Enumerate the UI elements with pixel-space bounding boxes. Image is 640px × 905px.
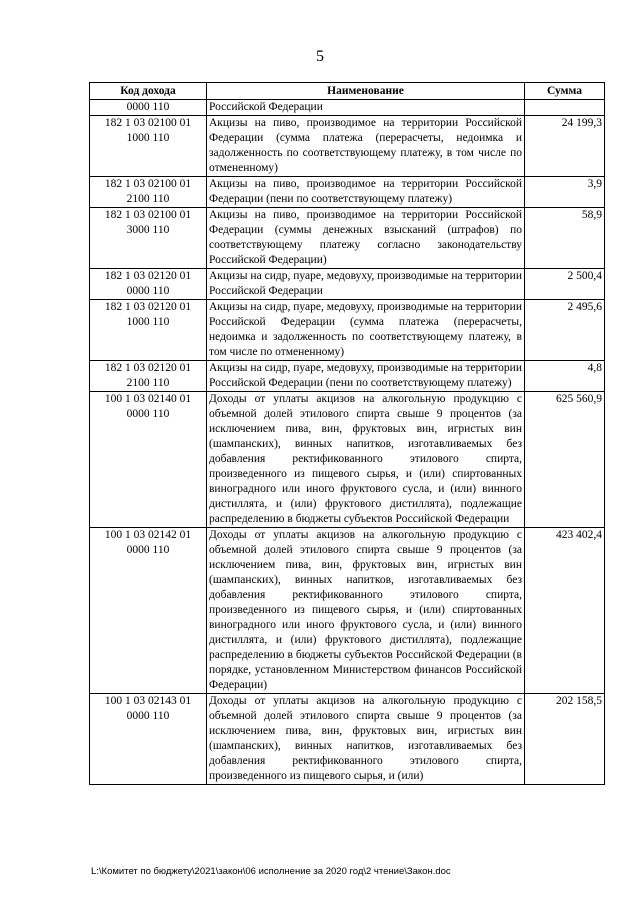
file-path-footer: L:\Комитет по бюджету\2021\закон\06 исполнение за 2020 год\2 чтение\Закон.doc: [91, 866, 451, 877]
income-name: Доходы от уплаты акцизов на алкогольную продукцию с объемной долей этилового спирта свыше 9 процентов (за исключением пива, вин, фруктовых вин, игристых вин (шампанских), винных напитков, изготавливаемых без добавления ректификованного этилового спирта, произведенного из пищевого сырья, и (или): [207, 694, 525, 785]
income-name: Акцизы на сидр, пуаре, медовуху, производимые на территории Российской Федерации (сумма платежа (перерасчеты, недоимка и задолженность по соответствующему платежу, в том числе по отмененному): [207, 300, 525, 361]
header-name: Наименование: [207, 83, 525, 100]
income-name: Акцизы на пиво, производимое на территории Российской Федерации (суммы денежных взысканий (штрафов) по соответствующему платежу согласно законодательству Российской Федерации): [207, 208, 525, 269]
income-code: 100 1 03 02143 01 0000 110: [90, 694, 207, 785]
income-code: 100 1 03 02142 01 0000 110: [90, 528, 207, 694]
table-row: [90, 300, 605, 361]
income-sum: 58,9: [525, 208, 605, 269]
header-code: Код дохода: [90, 83, 207, 100]
income-code: 100 1 03 02140 01 0000 110: [90, 392, 207, 528]
table-row: [90, 392, 605, 528]
income-sum: [525, 100, 605, 116]
income-name: Акцизы на сидр, пуаре, медовуху, производимые на территории Российской Федерации: [207, 269, 525, 300]
income-sum: 4,8: [525, 361, 605, 392]
income-sum: 625 560,9: [525, 392, 605, 528]
income-sum: 2 500,4: [525, 269, 605, 300]
revenue-table: [89, 82, 605, 785]
income-code: 182 1 03 02100 01 3000 110: [90, 208, 207, 269]
income-name: Доходы от уплаты акцизов на алкогольную продукцию с объемной долей этилового спирта свыше 9 процентов (за исключением пива, вин, фруктовых вин, игристых вин (шампанских), винных напитков, изготавливаемых без добавления ректификованного этилового спирта, произведенного из пищевого сырья, и (или) спиртованных виноградного или иного фруктового сусла, и (или) винного дистиллята, и (или) фруктового дистиллята), подлежащие распределению в бюджеты субъектов Российской Федерации (в порядке, установленном Министерством финансов Российской Федерации): [207, 528, 525, 694]
income-code: 182 1 03 02100 01 2100 110: [90, 177, 207, 208]
table-row: [90, 361, 605, 392]
table-row: [90, 269, 605, 300]
table-header-row: [90, 83, 605, 100]
income-code: 0000 110: [90, 100, 207, 116]
income-name: Акцизы на пиво, производимое на территории Российской Федерации (сумма платежа (перерасчеты, недоимка и задолженность по соответствующему платежу, в том числе по отмененному): [207, 116, 525, 177]
income-sum: 3,9: [525, 177, 605, 208]
table-row: [90, 528, 605, 694]
income-name: Доходы от уплаты акцизов на алкогольную продукцию с объемной долей этилового спирта свыше 9 процентов (за исключением пива, вин, фруктовых вин, игристых вин (шампанских), винных напитков, изготавливаемых без добавления ректификованного этилового спирта, произведенного из пищевого сырья, и (или) спиртованных виноградного или иного фруктового сусла, и (или) винного дистиллята, и (или) фруктового дистиллята), подлежащие распределению в бюджеты субъектов Российской Федерации: [207, 392, 525, 528]
income-code: 182 1 03 02120 01 2100 110: [90, 361, 207, 392]
income-code: 182 1 03 02120 01 0000 110: [90, 269, 207, 300]
income-code: 182 1 03 02120 01 1000 110: [90, 300, 207, 361]
table-row: [90, 116, 605, 177]
income-sum: 2 495,6: [525, 300, 605, 361]
income-sum: 423 402,4: [525, 528, 605, 694]
table-row: [90, 100, 605, 116]
income-sum: 202 158,5: [525, 694, 605, 785]
income-name: Акцизы на пиво, производимое на территории Российской Федерации (пени по соответствующему платежу): [207, 177, 525, 208]
table-row: [90, 208, 605, 269]
table-row: [90, 177, 605, 208]
income-name: Акцизы на сидр, пуаре, медовуху, производимые на территории Российской Федерации (пени по соответствующему платежу): [207, 361, 525, 392]
income-sum: 24 199,3: [525, 116, 605, 177]
header-sum: Сумма: [525, 83, 605, 100]
income-name: Российской Федерации: [207, 100, 525, 116]
income-code: 182 1 03 02100 01 1000 110: [90, 116, 207, 177]
page-number: 5: [316, 48, 324, 65]
table-row: [90, 694, 605, 785]
